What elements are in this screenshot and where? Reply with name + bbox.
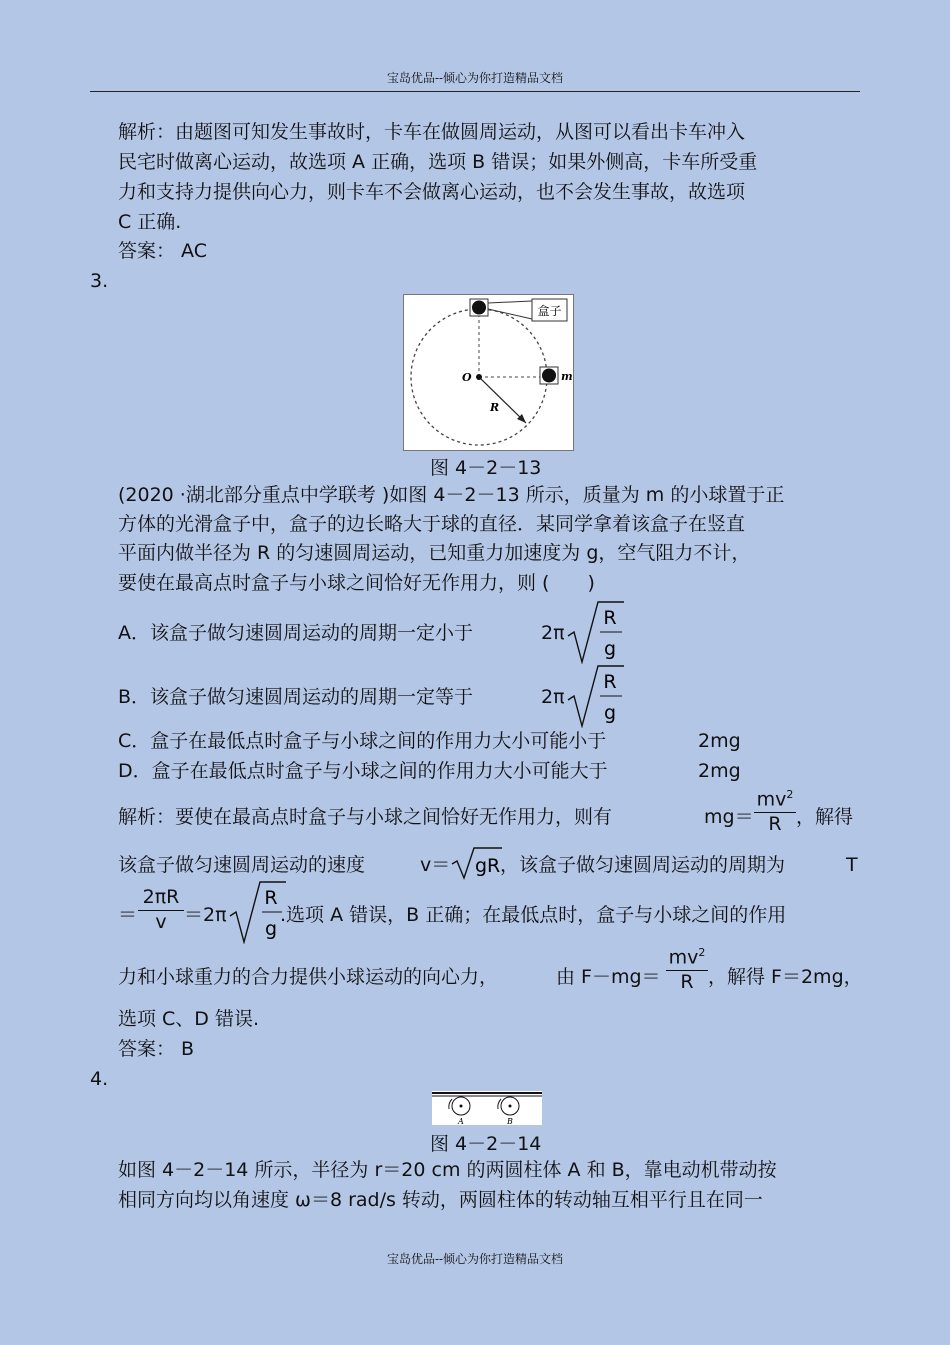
q4-stem-2: 相同方向均以角速度 ω＝8 rad/s 转动，两圆柱体的转动轴互相平行且在同一: [118, 1189, 763, 1211]
q3-analysis-4-end: ，解得 F＝2mg，: [708, 966, 863, 988]
analysis-line-2: 民宅时做离心运动，故选项 A 正确，选项 B 错误；如果外侧高，卡车所受重: [118, 151, 758, 173]
frac-den: g: [603, 638, 617, 660]
sqrt-content: gR: [475, 855, 501, 877]
fraction-2pir-v: [138, 886, 184, 933]
frac-den: g: [603, 702, 617, 724]
analysis-line-1: 解析：由题图可知发生事故时，卡车在做圆周运动，从图可以看出卡车冲入: [118, 121, 746, 143]
cylinder-a-label: A: [458, 1117, 464, 1125]
q3-analysis-2-t: T: [846, 854, 858, 876]
cylinder-b-label: B: [507, 1117, 513, 1125]
q3-analysis-3-eq: ＝: [118, 904, 138, 926]
option-d: D．盒子在最低点时盒子与小球之间的作用力大小可能大于: [118, 760, 608, 782]
center-label: O: [462, 371, 472, 384]
q3-analysis-3-end: .选项 A 错误，B 正确；在最低点时，盒子与小球之间的作用: [280, 904, 787, 926]
exponent: 2: [786, 788, 794, 801]
sqrt-r-over-g: [228, 880, 288, 944]
option-a-2pi: 2π: [541, 622, 565, 644]
analysis-line-4: C 正确.: [118, 211, 182, 233]
cylinders-diagram: [432, 1091, 542, 1125]
fraction-mv2-r-2: [666, 946, 708, 993]
option-b: B．该盒子做匀速圆周运动的周期一定等于: [118, 686, 474, 708]
q3-analysis-1-end: ，解得: [796, 806, 854, 828]
q3-stem-1: (2020 ·湖北部分重点中学联考 )如图 4－2－13 所示，质量为 m 的小球置于正: [118, 484, 785, 506]
option-b-sqrt: [566, 664, 626, 728]
q3-analysis-2-mid: ，该盒子做匀速圆周运动的周期为: [500, 854, 786, 876]
option-c: C．盒子在最低点时盒子与小球之间的作用力大小可能小于: [118, 730, 607, 752]
option-c-2mg: 2mg: [698, 730, 741, 752]
question-3-number: 3.: [90, 270, 109, 292]
option-a: A．该盒子做匀速圆周运动的周期一定小于: [118, 622, 473, 644]
mass-label: m: [561, 370, 573, 383]
analysis-line-3: 力和支持力提供向心力，则卡车不会做离心运动，也不会发生事故，故选项: [118, 181, 746, 203]
frac-num: R: [603, 671, 617, 693]
option-d-2mg: 2mg: [698, 760, 741, 782]
q3-analysis-2: 该盒子做匀速圆周运动的速度: [118, 854, 366, 876]
fraction-mv2-r: [754, 788, 796, 835]
page-footer: 宝岛优品--倾心为你打造精品文档: [386, 1252, 564, 1266]
figure-14-caption: 图 4－2－14: [430, 1133, 542, 1155]
q3-analysis-1-mg: mg＝: [704, 806, 754, 828]
frac-den: R: [768, 813, 782, 835]
q3-stem-2: 方体的光滑盒子中，盒子的边长略大于球的直径．某同学拿着该盒子在竖直: [118, 513, 746, 535]
question-4-number: 4.: [90, 1068, 109, 1090]
answer-3: 答案： B: [118, 1038, 195, 1060]
q3-analysis-4-mid: 由 F－mg＝: [556, 966, 661, 988]
frac-num: mv: [756, 788, 787, 811]
q3-stem-4: 要使在最高点时盒子与小球之间恰好无作用力，则 ( ): [118, 572, 595, 594]
option-a-sqrt: [566, 600, 626, 664]
box-label: 盒子: [537, 304, 562, 318]
frac-den: v: [155, 911, 167, 933]
q3-analysis-1: 解析：要使在最高点时盒子与小球之间恰好无作用力，则有: [118, 806, 613, 828]
q4-stem-1: 如图 4－2－14 所示，半径为 r＝20 cm 的两圆柱体 A 和 B，靠电动机带动按: [118, 1159, 777, 1181]
exponent: 2: [698, 946, 706, 959]
circle-diagram: [404, 295, 573, 450]
figure-13-caption: 图 4－2－13: [430, 457, 542, 479]
q3-analysis-2-v: v＝: [420, 854, 451, 876]
q3-analysis-4: 力和小球重力的合力提供小球运动的向心力，: [118, 966, 499, 988]
sqrt-gr: [450, 846, 504, 880]
q3-analysis-5: 选项 C、D 错误.: [118, 1008, 260, 1030]
q3-analysis-3-2pi: ＝2π: [184, 904, 227, 926]
figure-4-2-14: [432, 1091, 542, 1125]
figure-4-2-13: [403, 294, 574, 451]
q3-stem-3: 平面内做半径为 R 的匀速圆周运动，已知重力加速度为 g，空气阻力不计，: [118, 542, 751, 564]
frac-num: 2πR: [142, 886, 180, 908]
radius-label: R: [490, 401, 500, 414]
option-b-2pi: 2π: [541, 686, 565, 708]
frac-den: R: [680, 971, 694, 993]
frac-num: mv: [668, 946, 699, 969]
header-rule: [90, 91, 860, 92]
frac-num: R: [264, 887, 278, 909]
page-header: 宝岛优品--倾心为你打造精品文档: [386, 71, 564, 85]
answer-2: 答案： AC: [118, 240, 207, 262]
frac-num: R: [603, 607, 617, 629]
frac-den: g: [264, 918, 278, 940]
